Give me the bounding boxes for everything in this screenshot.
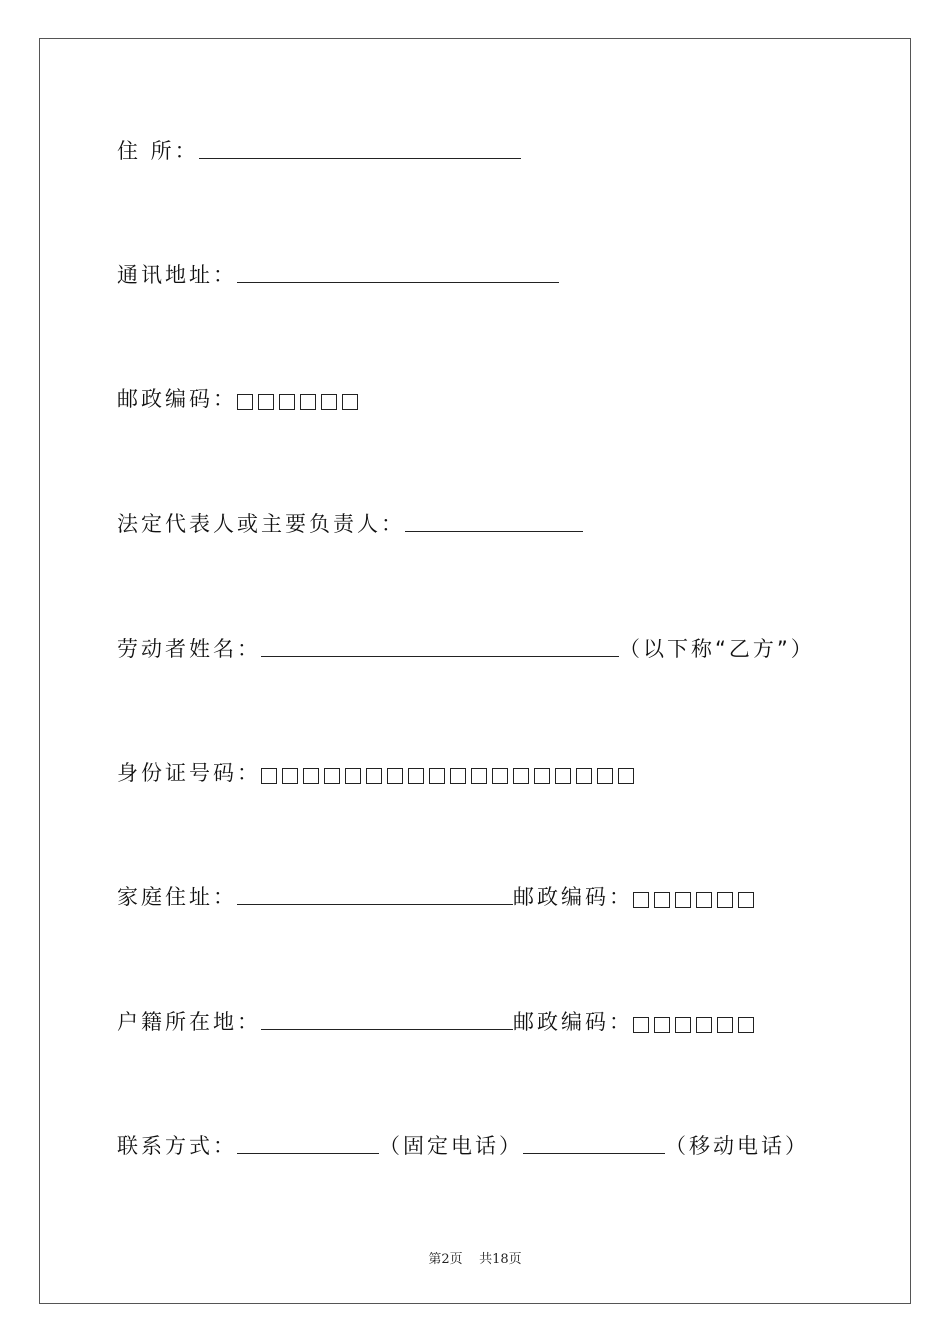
id-number-boxes[interactable] xyxy=(261,768,637,784)
page-frame xyxy=(39,38,911,1304)
legal-rep-row xyxy=(117,509,583,537)
postal-code-label: 邮政编码： xyxy=(117,387,237,411)
worker-name-row xyxy=(117,634,815,662)
mailing-address-label: 通讯地址： xyxy=(117,263,237,287)
worker-name-blank[interactable] xyxy=(261,655,619,657)
home-postal-label: 邮政编码： xyxy=(513,885,633,909)
household-reg-blank[interactable] xyxy=(261,1028,513,1030)
postal-code-row xyxy=(117,384,361,412)
contact-row xyxy=(117,1131,809,1159)
mobile-label: （移动电话） xyxy=(665,1134,809,1158)
page-footer xyxy=(0,1248,950,1267)
household-postal-label: 邮政编码： xyxy=(513,1010,633,1034)
id-number-label: 身份证号码： xyxy=(117,761,261,785)
home-address-row xyxy=(117,882,757,910)
mailing-address-row xyxy=(117,260,559,288)
worker-name-suffix: （以下称“乙方”） xyxy=(619,637,815,661)
household-reg-row xyxy=(117,1007,757,1035)
residence-label: 住 所： xyxy=(117,139,199,163)
legal-rep-label: 法定代表人或主要负责人： xyxy=(117,512,405,536)
contact-label: 联系方式： xyxy=(117,1134,237,1158)
household-reg-label: 户籍所在地： xyxy=(117,1010,261,1034)
household-postal-boxes[interactable] xyxy=(633,1017,757,1033)
id-number-row xyxy=(117,758,637,786)
landline-label: （固定电话） xyxy=(379,1134,523,1158)
mobile-blank[interactable] xyxy=(523,1152,665,1154)
residence-row xyxy=(117,136,521,164)
legal-rep-blank[interactable] xyxy=(405,530,583,532)
page-number: 第2页 xyxy=(428,1252,463,1267)
home-address-blank[interactable] xyxy=(237,903,513,905)
home-postal-boxes[interactable] xyxy=(633,892,757,908)
postal-code-boxes[interactable] xyxy=(237,394,361,410)
residence-blank[interactable] xyxy=(199,157,521,159)
landline-blank[interactable] xyxy=(237,1152,379,1154)
worker-name-label: 劳动者姓名： xyxy=(117,637,261,661)
mailing-address-blank[interactable] xyxy=(237,281,559,283)
home-address-label: 家庭住址： xyxy=(117,885,237,909)
page-total: 共18页 xyxy=(479,1252,522,1267)
